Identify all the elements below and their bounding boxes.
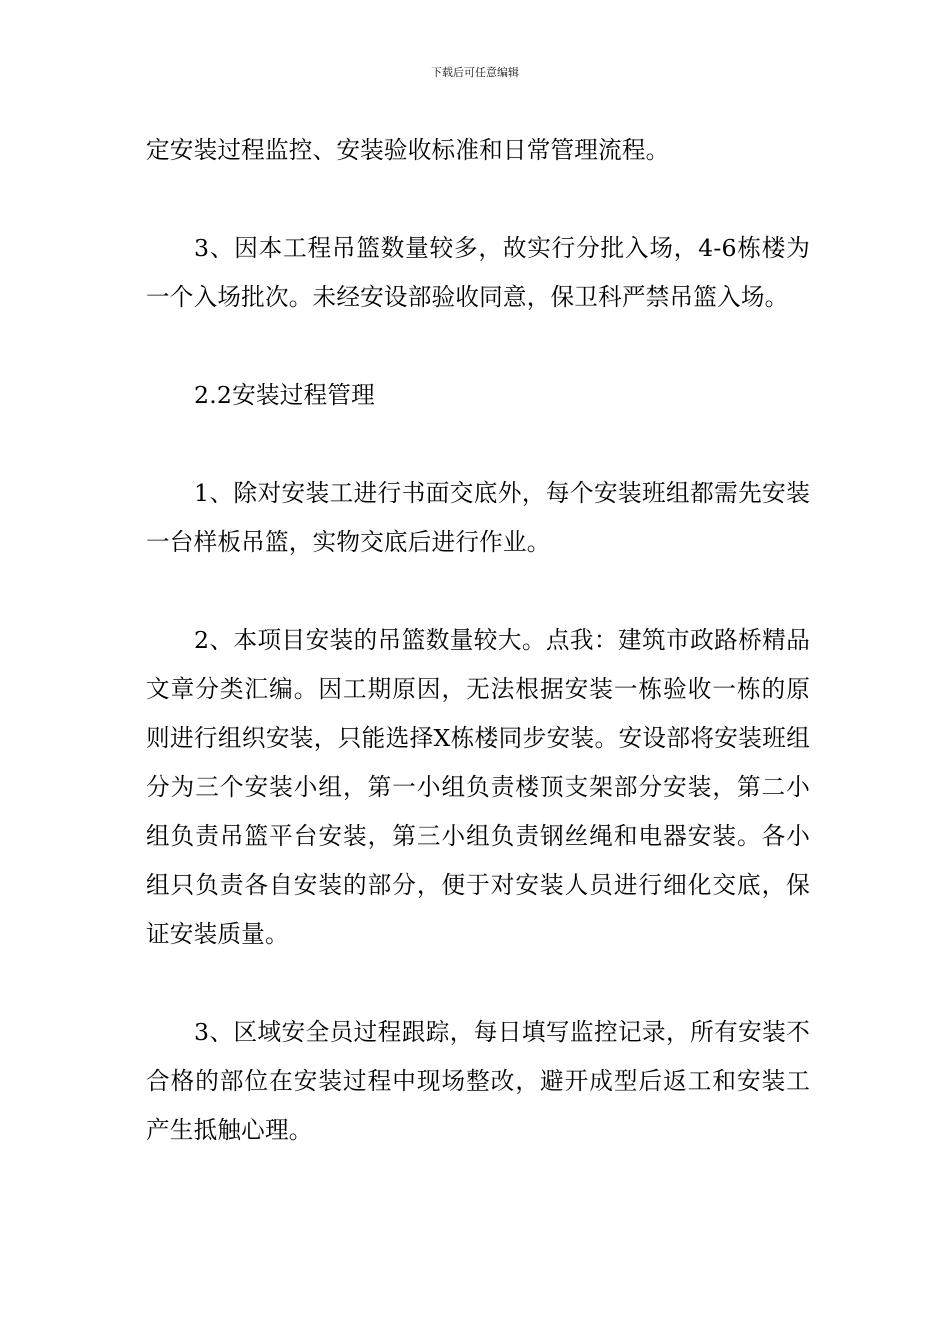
paragraph-gap [146, 322, 810, 371]
page-header: 下载后可任意编辑 [431, 66, 519, 79]
paragraph-gap [146, 959, 810, 1008]
paragraph-continuation: 定安装过程监控、安装验收标准和日常管理流程。 [146, 136, 670, 164]
paragraph-gap [146, 175, 810, 224]
paragraph-item-2: 2、本项目安装的吊篮数量较大。点我：建筑市政路桥精品文章分类汇编。因工期原因，无法根据安装一栋验收一栋的原则进行组织安装，只能选择X栋楼同步安装。安设部将安装班组分为三个安装小组，第一小组负责楼顶支架部分安装，第二小组负责吊篮平台安装，第三小组负责钢丝绳和电器安装。各小组只负责各自安装的部分，便于对安装人员进行细化交底，保证安装质量。 [146, 626, 810, 948]
paragraph-item-1: 1、除对安装工进行书面交底外，每个安装班组都需先安装一台样板吊篮，实物交底后进行作业。 [146, 479, 810, 556]
paragraph-gap [146, 567, 810, 616]
paragraph-gap [146, 420, 810, 469]
document-body [146, 126, 810, 1155]
paragraph-item-3-tracking: 3、区域安全员过程跟踪，每日填写监控记录，所有安装不合格的部位在安装过程中现场整改，避开成型后返工和安装工产生抵触心理。 [146, 1018, 810, 1144]
section-heading-2-2: 2.2安装过程管理 [194, 381, 375, 409]
paragraph-item-3-entry: 3、因本工程吊篮数量较多，故实行分批入场，4-6栋楼为一个入场批次。未经安设部验收同意，保卫科严禁吊篮入场。 [146, 234, 810, 311]
